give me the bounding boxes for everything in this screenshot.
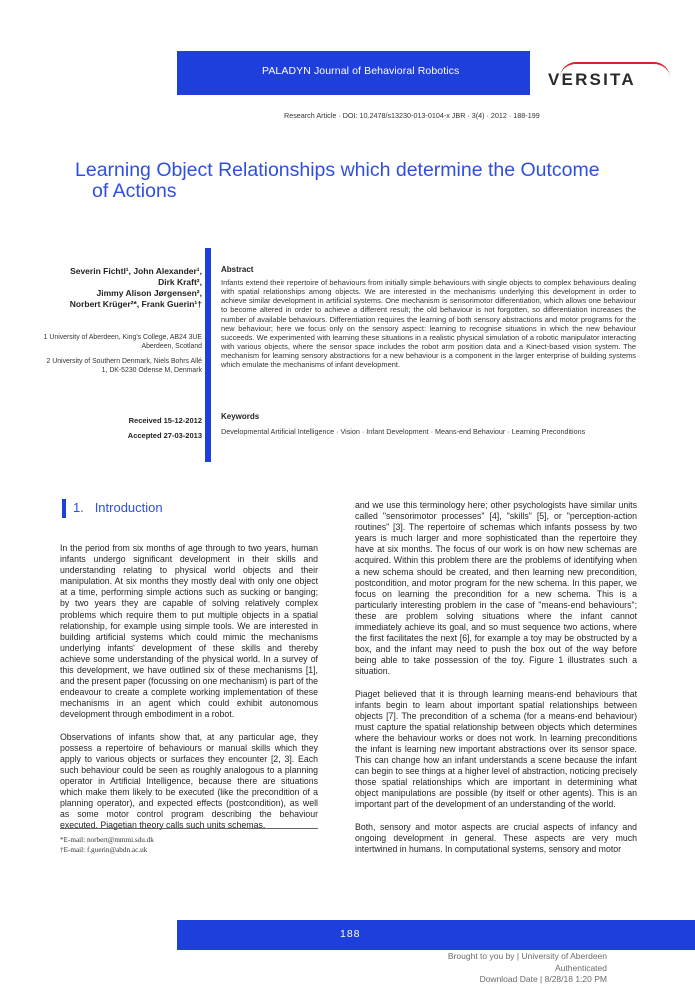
paper-title [75, 160, 635, 202]
right-text-column [355, 500, 637, 866]
section-heading [73, 500, 163, 515]
author-list [40, 266, 202, 310]
download-line-3: Download Date | 8/28/18 1:20 PM [479, 974, 607, 985]
footnote-email-2: †E-mail: f.guerin@abdn.ac.uk [60, 845, 148, 854]
page-footer-bar [177, 920, 695, 950]
keywords-text: Developmental Artificial Intelligence · Vision · Infant Development · Means-end Behaviour · Learning Preconditions [221, 427, 586, 436]
download-line-1: Brought to you by | University of Aberdeen [447, 951, 607, 961]
footnotes [60, 836, 318, 855]
abstract-text: Infants extend their repertoire of behaviours from initially simple behaviours with single objects to complex behaviours dealing with spatial relationships among objects. We are interested in the mechanisms underlying this development in order to achieve similar development in artificial systems. One mechanism is sensorimotor differentiation, which allows one behaviour to become altered in order to achieve a different result; the old behaviour is not forgotten, so differentiation increases the number of available behaviours. Differentiation requires the learning of both sensory abstractions and motor programs for the new behaviour; here we focus only on the sensory aspect: learning to recognise situations in which the new behaviour succeeds. We experimented with learning these situations in a realistic physical simulation of a robotic manipulator interacting with various objects, where the sensor space includes the robot arm position data and a Kinect-based vision system. The mechanism for learning sensory abstractions for a new behaviour is a component in the larger enterprise of building systems which emulate the mechanisms of infant development. [221, 278, 636, 370]
paper-title-line-1: Learning Object Relationships which determine the Outcome [75, 159, 600, 181]
left-text-column [60, 543, 318, 842]
article-info: Research Article · DOI: 10.2478/s13230-013-0104-x JBR · 3(4) · 2012 · 188-199 [284, 111, 540, 120]
body-paragraph: Observations of infants show that, at any particular age, they possess a repertoire of behaviours or manual skills which they apply to various objects or surfaces they encounter [2, 3]. Each such behaviour could be seen as roughly analogous to a planning operator in Artificial Intelligence, because there are situations which make them likely to be executed (like the precondition of a planning operator), and expected effects (postcondition), as well as some motor control program describing the behaviour executed. Piagetian theory calls such units schemas, [60, 731, 318, 831]
section-title: Introduction [94, 500, 163, 515]
author-line: Jimmy Alison Jørgensen², [96, 288, 202, 298]
page-number: 188 [340, 928, 361, 940]
journal-name: PALADYN Journal of Behavioral Robotics [262, 65, 460, 77]
publisher-logo: VERSITA [548, 70, 636, 89]
affiliation-1: 1 University of Aberdeen, King's College, AB24 3UE Aberdeen, Scotland [43, 334, 202, 350]
affiliations [40, 333, 202, 381]
download-watermark [400, 951, 607, 986]
author-line: Severin Fichtl¹, John Alexander¹, [70, 266, 202, 276]
download-line-2: Authenticated [555, 962, 607, 973]
body-paragraph: Both, sensory and motor aspects are crucial aspects of infancy and ongoing development in general. These aspects are very much intertwined in humans. In computational systems, sensory and motor [355, 821, 637, 854]
abstract-heading: Abstract [221, 265, 254, 274]
accepted-date: Accepted 27-03-2013 [127, 431, 202, 440]
article-dates [40, 413, 202, 443]
footnote-email-1: *E-mail: norbert@mmmi.sdu.dk [60, 836, 154, 844]
abstract-divider-bar [205, 248, 211, 462]
author-line: Dirk Kraft², [158, 277, 202, 287]
affiliation-2: 2 University of Southern Denmark, Niels Bohrs Allé 1, DK-5230 Odense M, Denmark [46, 358, 202, 374]
keywords-heading: Keywords [221, 412, 260, 421]
author-line: Norbert Krüger²*, Frank Guerin¹† [69, 299, 202, 309]
received-date: Received 15-12-2012 [128, 416, 202, 425]
footnote-rule [60, 828, 318, 829]
body-paragraph: and we use this terminology here; other psychologists have similar units called "sensorimotor processes" [4], "skills" [5], or "perception-action routines" [3]. The repertoire of schemas which infants possess by two years is much larger and more sophisticated than the repertoire they have at six months. The focus of our work is on how new schemas are acquired. Within this problem there are the problems of identifying when a new schema should be created, and then learning new precondition, postcondition, and motor program for the new schema. In this paper, we focus on learning the precondition for a new schema. This is a particularly interesting problem in the case of "means-end behaviours"; these are problem solving situations where the infant cannot immediately achieve its goal, and so must sequence two actions, where the first facilitates the next [6], for example a toy may be obstructed by a box, and the infant may need to push the box out of the way before being able to take possession of the toy. Figure 1 illustrates such a situation. [355, 500, 637, 677]
section-marker-bar [62, 499, 66, 518]
paper-title-line-2: of Actions [92, 180, 177, 202]
body-paragraph: Piaget believed that it is through learning means-end behaviours that infants begin to learn about important spatial relationships between objects [7]. The precondition of a schema (for a means-end behaviour) must capture the spatial relationship between objects which determines where the behaviour works or does not work. In learning preconditions the infant is learning new important abstractions over its sensor space. This can change how an infant understands a scene because the infant can begin to see things at a higher level of abstraction, noticing precisely those spatial relationships which are important in determining what object manipulations are possible (by itself or other agents). This is an important part of the development of an understanding of the world. [355, 688, 637, 810]
section-number: 1. [73, 500, 84, 515]
body-paragraph: In the period from six months of age through to two years, human infants undergo significant development in their skills and understanding relating to physical world objects and their manipulation. At six months they mostly deal with only one object at a time, performing simple actions such as sucking or banging; by two years they are capable of solving relatively complex problems which require them to put multiple objects in a spatial relationship, for example using simple tools. We are interested in building artificial systems which could mimic the mechanisms underlying infants' development of these skills and thereby achieve some understanding of the physical world. In a survey of this development, we have outlined six of these mechanisms [1], and the present paper (focussing on one mechanism) is part of the endeavour to create a complete working implementation of these mechanisms in an agent which could exhibit autonomous development through embodiment in a robot. [60, 543, 318, 720]
